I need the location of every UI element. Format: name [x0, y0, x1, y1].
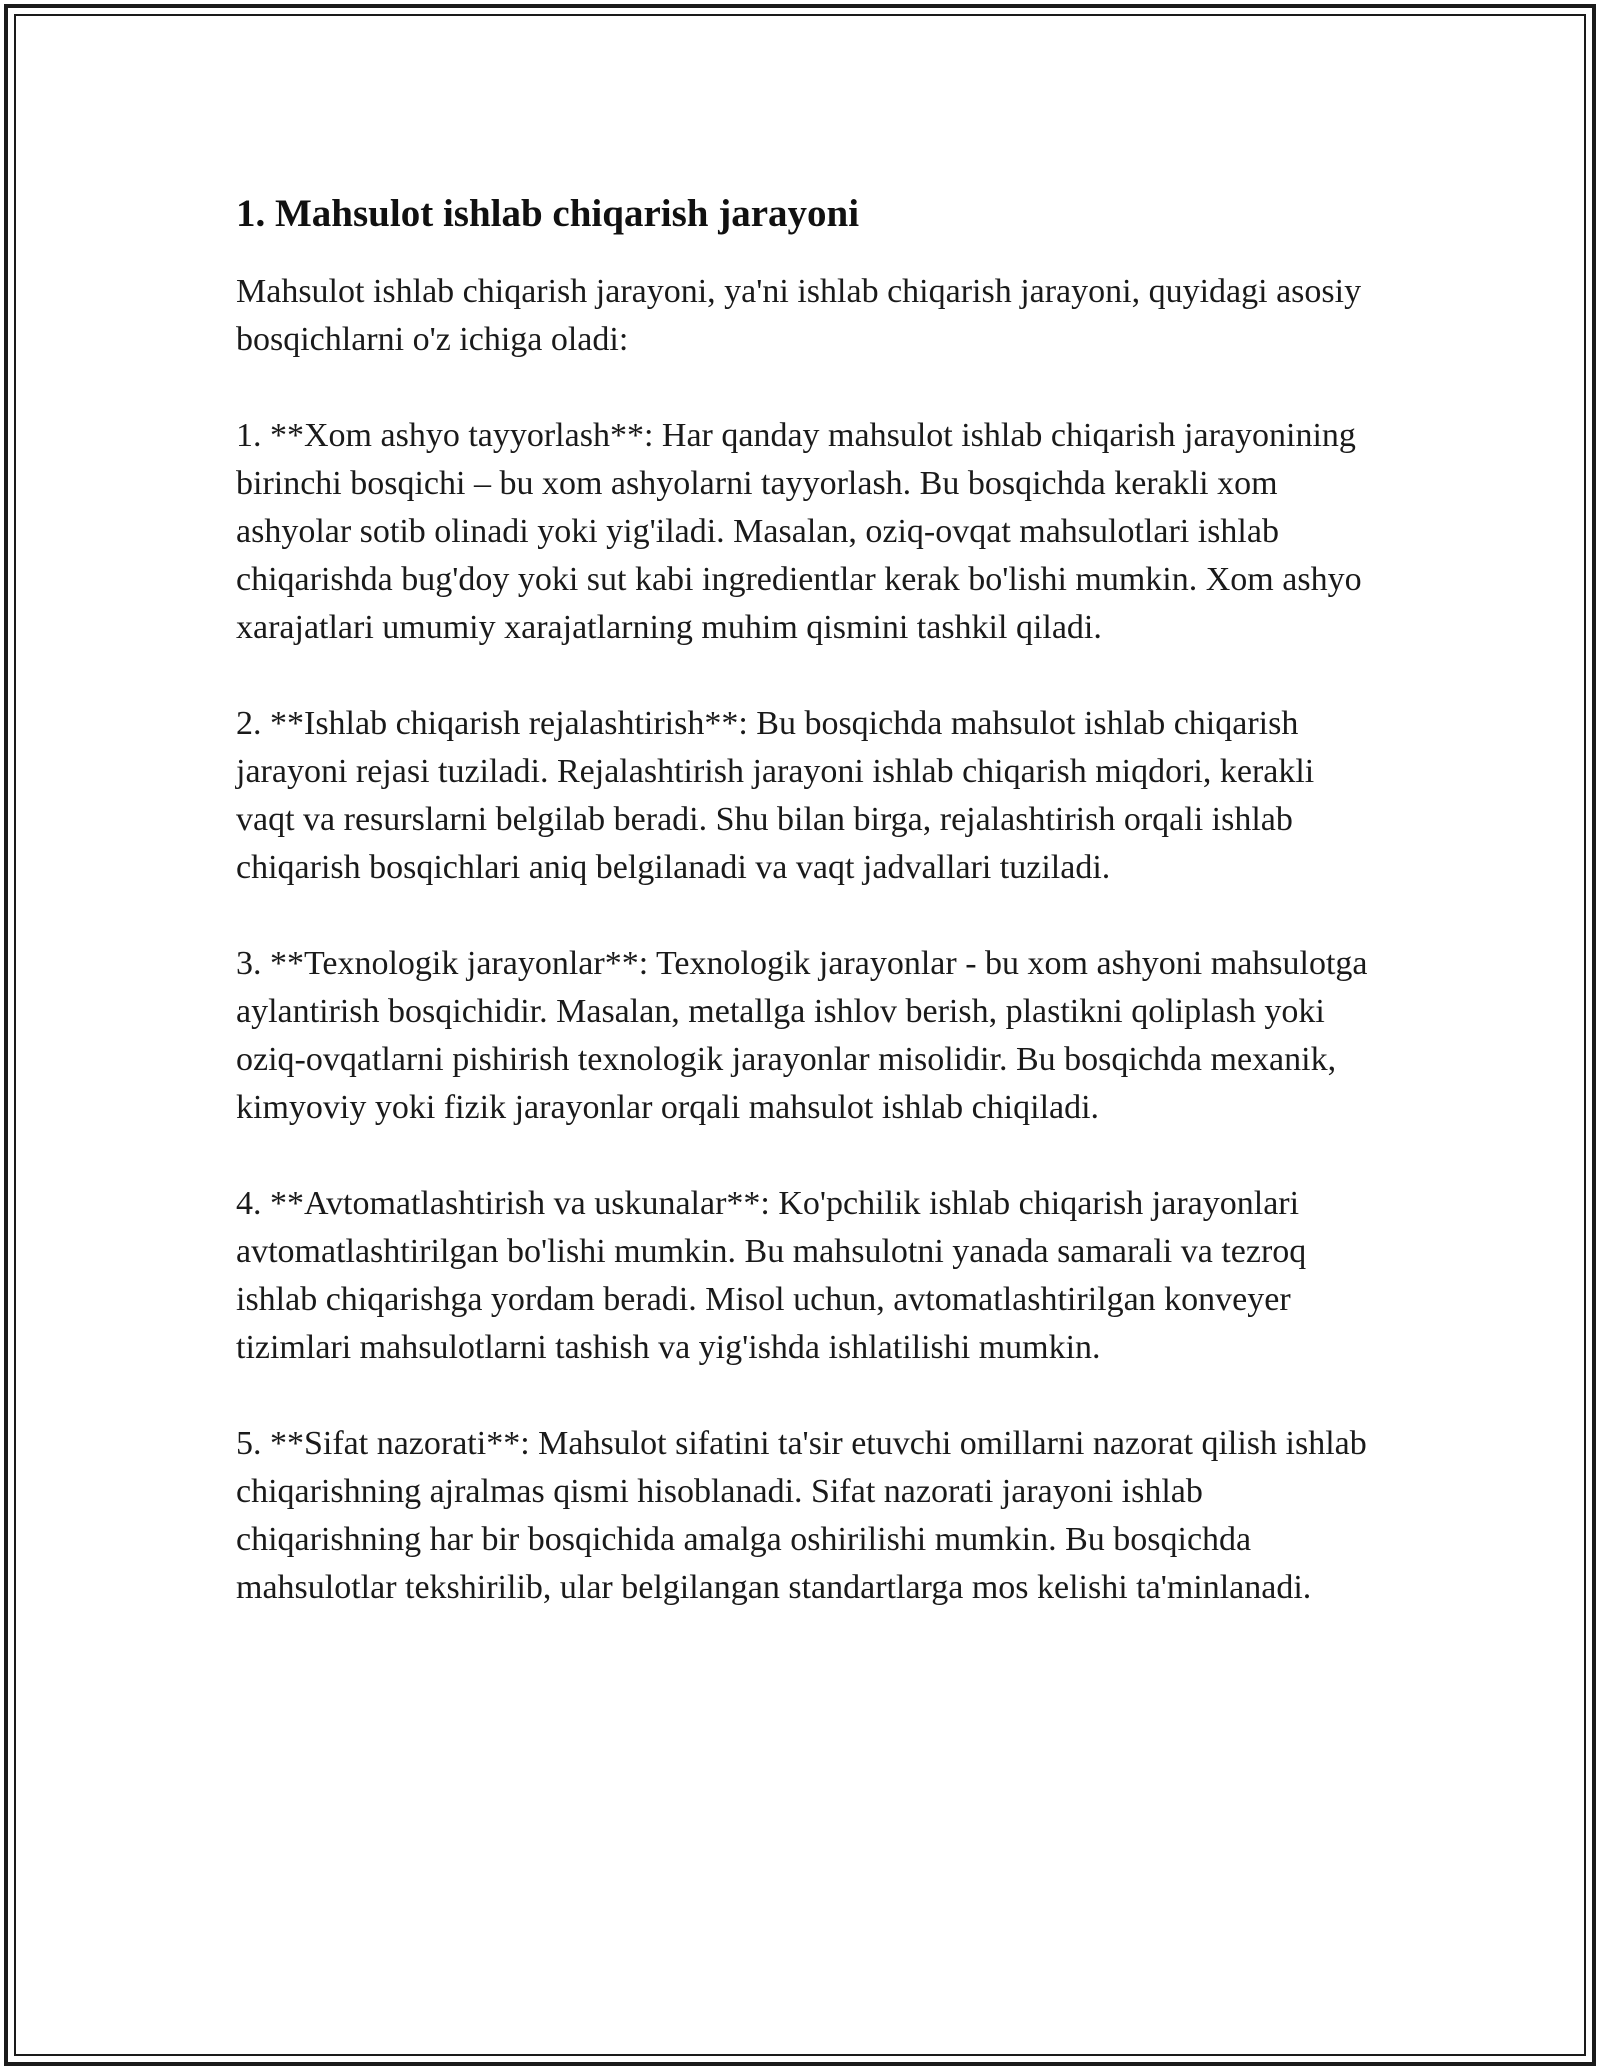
section-heading: 1. Mahsulot ishlab chiqarish jarayoni — [236, 192, 860, 235]
intro-paragraph: Mahsulot ishlab chiqarish jarayoni, ya'ni ishlab chiqarish jarayoni, quyidagi asosiy bosqichlarni o'z ichiga oladi: — [236, 273, 1362, 358]
step-3-paragraph: 3. **Texnologik jarayonlar**: Texnologik jarayonlar - bu xom ashyoni mahsulotga aylantirish bosqichidir. Masalan, metallga ishlov berish, plastikni qoliplash yoki oziq-ovqatlarni pishirish texnologik jarayonlar misolidir. Bu bosqichda mexanik, kimyoviy yoki fizik jarayonlar orqali mahsulot ishlab chiqiladi. — [236, 945, 1368, 1126]
document-body — [236, 186, 1376, 1660]
step-4-paragraph: 4. **Avtomatlashtirish va uskunalar**: Ko'pchilik ishlab chiqarish jarayonlari avtomatlashtirilgan bo'lishi mumkin. Bu mahsulotni yanada samarali va tezroq ishlab chiqarishga yordam beradi. Misol uchun, avtomatlashtirilgan konveyer tizimlari mahsulotlarni tashish va yig'ishda ishlatilishi mumkin. — [236, 1185, 1307, 1366]
step-5-paragraph: 5. **Sifat nazorati**: Mahsulot sifatini ta'sir etuvchi omillarni nazorat qilish ishlab chiqarishning ajralmas qismi hisoblanadi. Sifat nazorati jarayoni ishlab chiqarishning har bir bosqichida amalga oshirilishi mumkin. Bu bosqichda mahsulotlar tekshirilib, ular belgilangan standartlarga mos kelishi ta'minlanadi. — [236, 1425, 1367, 1606]
step-2-paragraph: 2. **Ishlab chiqarish rejalashtirish**: Bu bosqichda mahsulot ishlab chiqarish jarayoni rejasi tuziladi. Rejalashtirish jarayoni ishlab chiqarish miqdori, kerakli vaqt va resurslarni belgilab beradi. Shu bilan birga, rejalashtirish orqali ishlab chiqarish bosqichlari aniq belgilanadi va vaqt jadvallari tuziladi. — [236, 705, 1315, 886]
step-1-paragraph: 1. **Xom ashyo tayyorlash**: Har qanday mahsulot ishlab chiqarish jarayonining birinchi bosqichi – bu xom ashyolarni tayyorlash. Bu bosqichda kerakli xom ashyolar sotib olinadi yoki yig'iladi. Masalan, oziq-ovqat mahsulotlari ishlab chiqarishda bug'doy yoki sut kabi ingredientlar kerak bo'lishi mumkin. Xom ashyo xarajatlari umumiy xarajatlarning muhim qismini tashkil qiladi. — [236, 417, 1362, 646]
